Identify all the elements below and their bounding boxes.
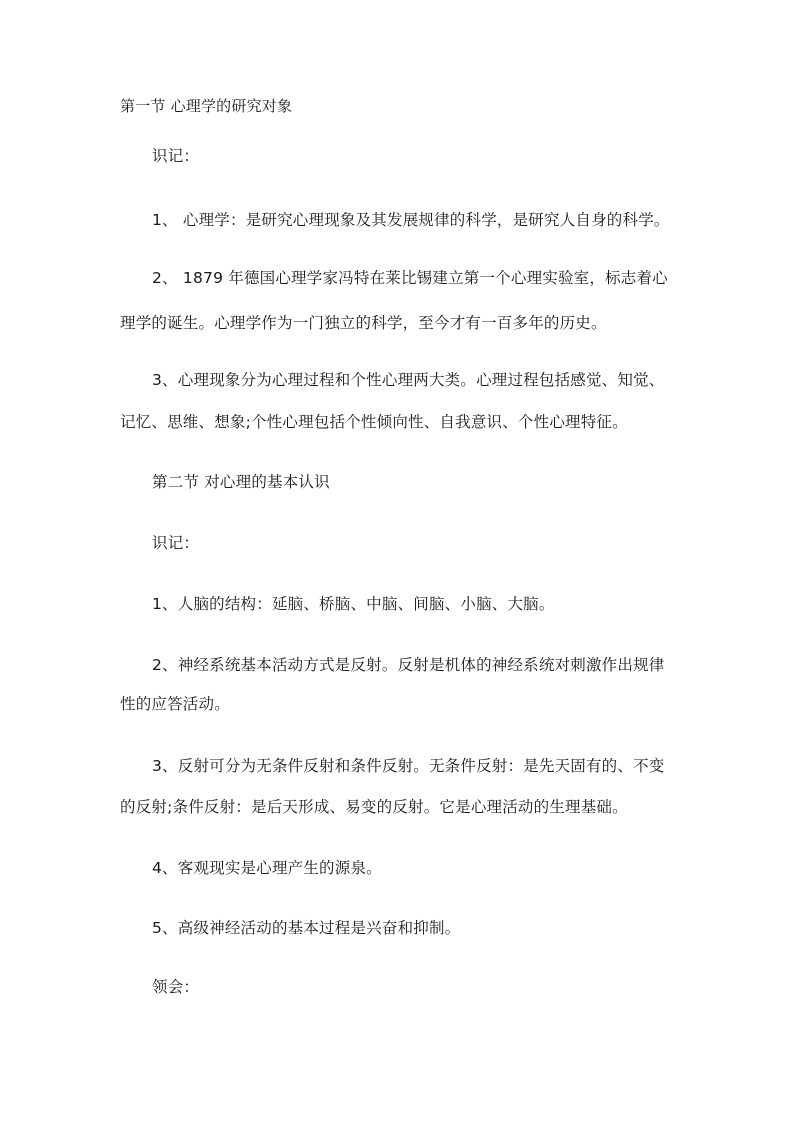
section2-item4: 4、客观现实是心理产生的源泉。 [152,859,382,877]
section2-understand-label: 领会： [152,978,200,996]
section1-memorize-label: 识记： [152,147,200,165]
section1-item2-line1: 2、 1879 年德国心理学家冯特在莱比锡建立第一个心理实验室，标志着心 [152,269,668,287]
section1-item1: 1、 心理学：是研究心理现象及其发展规律的科学，是研究人自身的科学。 [152,211,670,229]
section1-title: 第一节 心理学的研究对象 [120,97,293,115]
section2-item3-line1: 3、反射可分为无条件反射和条件反射。无条件反射：是先天固有的、不变 [152,757,665,775]
section2-title: 第二节 对心理的基本认识 [152,473,330,491]
section1-item3-line2: 记忆、思维、想象;个性心理包括个性倾向性、自我意识、个性心理特征。 [120,413,628,431]
section1-item2-line2: 理学的诞生。心理学作为一门独立的科学，至今才有一百多年的历史。 [120,314,607,332]
section2-item1: 1、人脑的结构：延脑、桥脑、中脑、间脑、小脑、大脑。 [152,595,555,613]
section2-memorize-label: 识记： [152,534,200,552]
section2-item2-line2: 性的应答活动。 [120,695,230,713]
section2-item5: 5、高级神经活动的基本过程是兴奋和抑制。 [152,919,461,937]
section2-item2-line1: 2、神经系统基本活动方式是反射。反射是机体的神经系统对刺激作出规律 [152,656,665,674]
section2-item3-line2: 的反射;条件反射：是后天形成、易变的反射。它是心理活动的生理基础。 [120,798,628,816]
section1-item3-line1: 3、心理现象分为心理过程和个性心理两大类。心理过程包括感觉、知觉、 [152,371,665,389]
